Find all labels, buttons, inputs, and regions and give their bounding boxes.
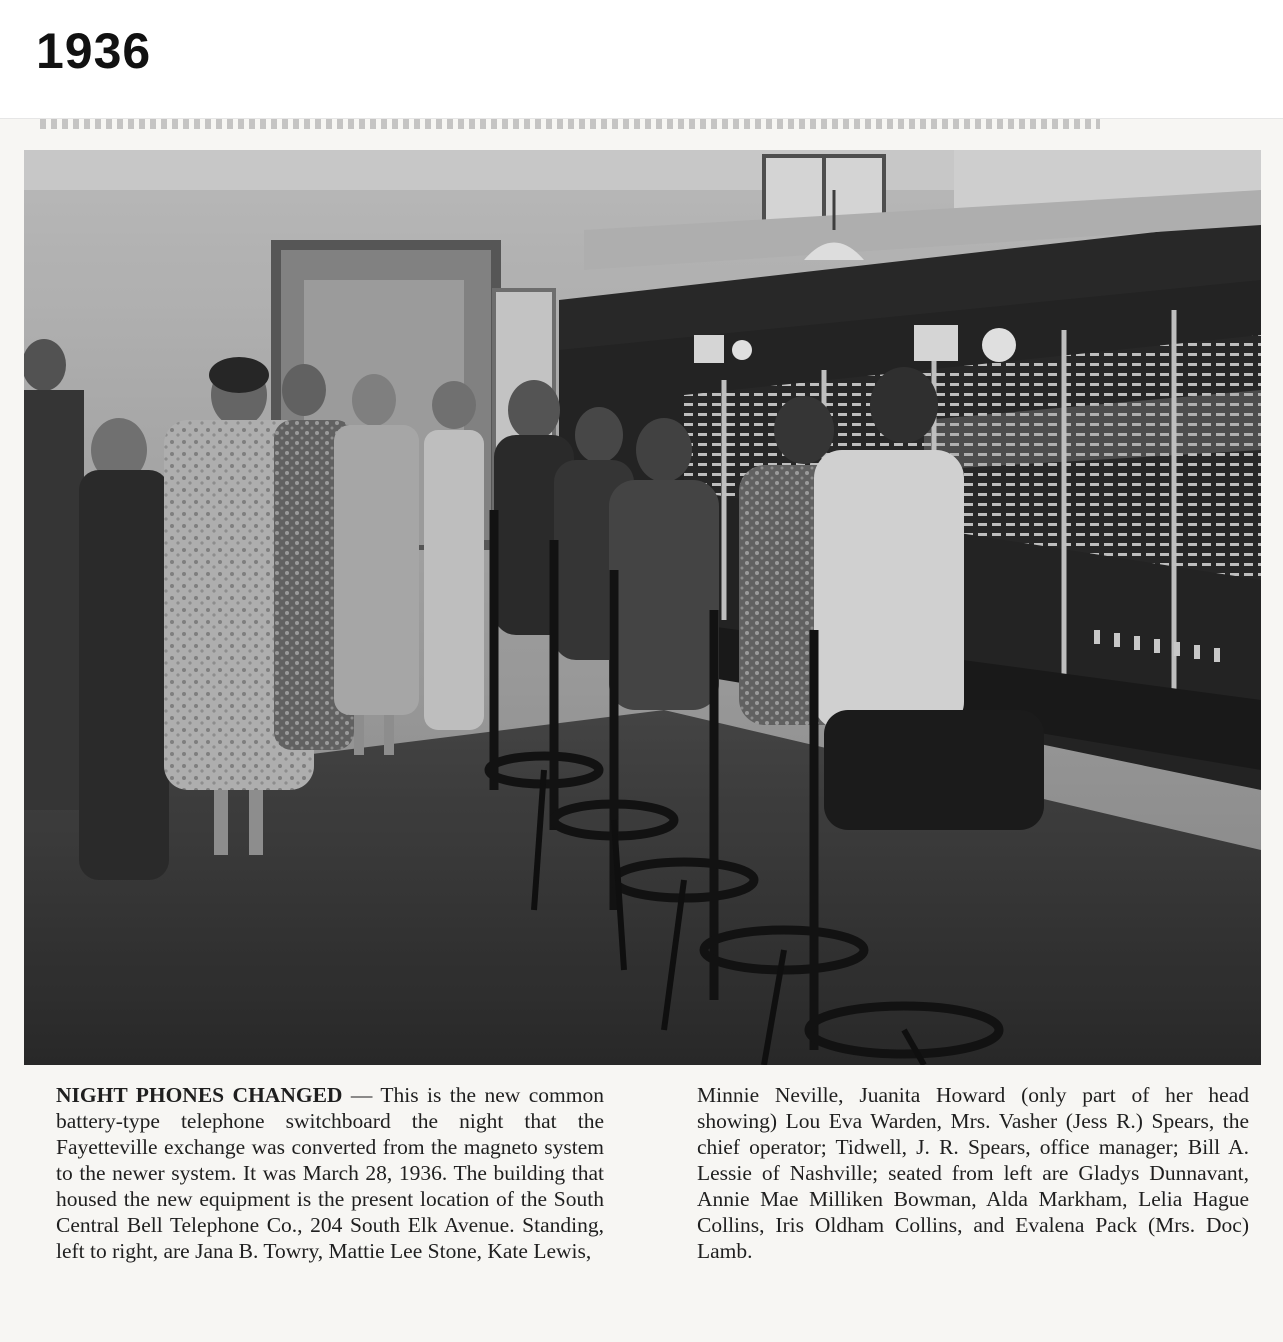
caption-column-left	[56, 1082, 604, 1264]
caption-column-right: Minnie Neville, Juanita Howard (only part of her head showing) Lou Eva Warden, Mrs. Vasher (Jess R.) Spears, the chief operator; Tidwell, J. R. Spears, office manager; Bill A. Lessie of Nashville; seated from left are Gladys Dunnavant, Annie Mae Milliken Bowman, Alda Markham, Lelia Hague Collins, Iris Oldham Collins, and Evalena Pack (Mrs. Doc) Lamb.	[697, 1083, 1249, 1263]
caption-left-text: — This is the new common battery-type telephone switchboard the night that the Fayetteville exchange was converted from the magneto system to the newer system. It was March 28, 1936. The building that housed the new equipment is the present location of the South Central Bell Telephone Co., 204 South Elk Avenue. Standing, left to right, are Jana B. Towry, Mattie Lee Stone, Kate Lewis,	[56, 1083, 604, 1263]
post-header	[0, 0, 1283, 119]
switchboard-photo[interactable]	[24, 150, 1261, 1065]
switchboard-photo-drawing	[24, 150, 1261, 1065]
previous-text-fragment	[40, 119, 1100, 129]
caption-headline: NIGHT PHONES CHANGED	[56, 1083, 343, 1107]
newspaper-clipping	[0, 119, 1283, 1342]
post-title: 1936	[36, 23, 152, 79]
